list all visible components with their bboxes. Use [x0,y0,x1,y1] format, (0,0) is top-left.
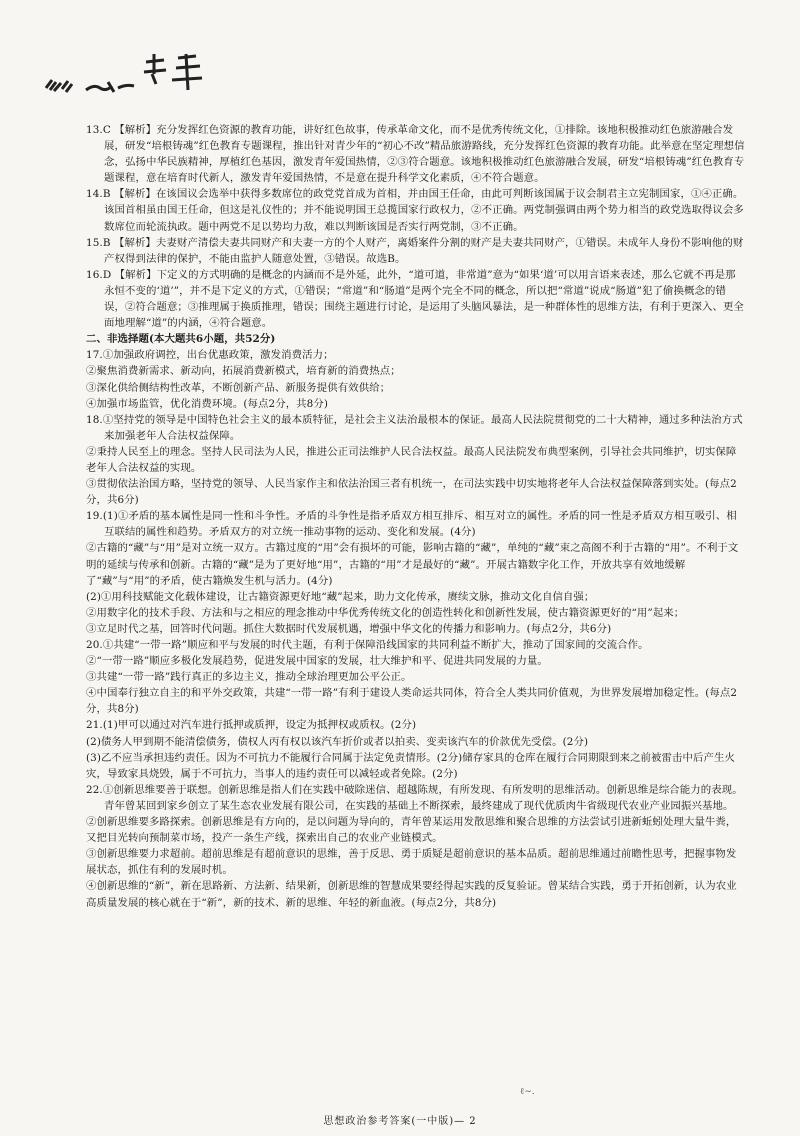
open-answer-2-line-2: (2)①用科技赋能文化载体建设，让古籍资源更好地“藏”起来，助力文化传承，赓续文脉，推动文化自信自强； [86,590,595,603]
mc-answer-3-line-0: 16.D 【解析】下定义的方式明确的是概念的内涵而不是外延，此外，“道可道，非常道”意为“如果‘道’可以用言语来表述，那么它就不再是那永恒不变的‘道’”，并不是下定义的方式，①错误；“常道”和“肠道”是两个完全不同的概念，所以把“常道”说成“肠道”犯了偷换概念的错误，②符合题意；③推理属于换质推理，错误；围绕主题进行讨论，是运用了头脑风暴法，是一种群体性的思维方法，有利于更深入、更全面地理解“道”的内涵，④符合题意。 [86,268,744,330]
open-answer-0-line-1: ②聚焦消费新需求、新动向，拓展消费新模式，培育新的消费热点； [86,365,401,378]
page-footer: 思想政治参考答案(一中版)— 2 [323,1116,477,1127]
open-answer-2-line-1: ②古籍的“藏”与“用”是对立统一双方。古籍过度的“用”会有损坏的可能，影响古籍的“藏”，单纯的“藏”束之高阁不利于古籍的“用”。不利于文明的延续与传承和创新。古籍的“藏”是为了更好地“用”，古籍的“用”才是最好的“藏”。开展古籍数字化工作，开放共享有效地缓解了“藏”与“用”的矛盾，使古籍焕发生机与活力。(4分) [86,542,739,587]
open-answer-2-line-0: 19.(1)①矛盾的基本属性是同一性和斗争性。矛盾的斗争性是指矛盾双方相互排斥、相互对立的属性。矛盾的同一性是矛盾双方相互吸引、相互联结的属性和趋势。矛盾双方的对立统一推动事物的运动、变化和发展。(4分) [86,510,737,539]
open-answer-0-line-0: 17.①加强政府调控，出台优惠政策，激发消费活力； [86,349,334,362]
open-answer-3-line-0: 20.①共建“一带一路”顺应和平与发展的时代主题，有利于保障沿线国家的共同利益不断扩大，推动了国家间的交流合作。 [86,639,649,651]
handwriting-scribble [42,44,212,104]
open-answer-3-line-2: ③共建“一带一路”践行真正的多边主义，推动全球治理更加公平公正。 [86,671,412,684]
open-answer-2-line-3: ②用数字化的技术手段、方法和与之相应的理念推动中华优秀传统文化的创造性转化和创新性发展，使古籍资源更好的“用”起来； [86,606,685,619]
open-answer-5-line-2: ③创新思维要力求超前。超前思维是有超前意识的思维，善于反思、勇于质疑是超前意识的基本品质。超前思维通过前瞻性思考，把握事物发展状态，抓住有利的发展时机。 [86,848,737,877]
open-answer-3-line-1: ②“一带一路”顺应多极化发展趋势，促进发展中国家的发展，壮大维护和平、促进共同发展的力量。 [86,655,548,668]
open-answer-2-line-4: ③立足时代之基，回答时代问题。抓住大数据时代发展机遇，增强中华文化的传播力和影响力。(每点2分，共6分) [86,622,612,635]
open-answer-4-line-2: (3)乙不应当承担违约责任。因为不可抗力不能履行合同属于法定免责情形。(2分)储存家具的仓库在履行合同期限到来之前被雷击中后产生火灾，导致家具烧毁，属于不可抗力，当事人的违约责任可以减轻或者免除。(2分) [86,751,735,780]
open-answer-5-line-3: ④创新思维的“新”，新在思路新、方法新、结果新，创新思维的智慧成果要经得起实践的反复验证。曾某结合实践，勇于开拓创新，认为农业高质量发展的核心就在于“新”，新的技术、新的思维、年轻的新血液。(每点2分，共8分) [86,880,737,909]
answer-content [86,122,746,911]
section-title: 二、非选择题(本大题共6小题，共52分) [86,333,276,346]
mc-answer-0-line-0: 13.C 【解析】充分发挥红色资源的教育功能，讲好红色故事，传承革命文化，而不是优秀传统文化，①排除。该地积极推动红色旅游融合发展，研发“培根铸魂”红色教育专题课程，推出针对青少年的“初心不改”精品旅游路线，充分发挥红色资源的教育功能。此举意在坚定理想信念，弘扬中华民族精神，厚植红色基因，激发青年爱国热情，②③符合题意。该地积极推动红色旅游融合发展，研发“培根铸魂”红色教育专题课程，意在培育时代新人，激发青年爱国热情，不是意在提升科学文化素质，④不符合题意。 [86,124,745,185]
mc-answer-2-line-0: 15.B 【解析】夫妻财产清偿夫妻共同财产和夫妻一方的个人财产，离婚案件分割的财产是夫妻共同财产，①错误。未成年人身份不影响他的财产权得到法律的保护，不能由监护人随意处置，③错误。故选B。 [86,236,744,265]
open-answer-5-line-0: 22.①创新思维要善于联想。创新思维是指人们在实践中破除迷信、超越陈规，有所发现、有所发明的思维活动。创新思维是综合能力的表现。青年曾某回到家乡创立了某生态农业发展有限公司，在实践的基础上不断探索，最终建成了现代优质肉牛省级现代农业产业园振兴基地。 [86,783,743,812]
open-answer-1-line-2: ③贯彻依法治国方略，坚持党的领导、人民当家作主和依法治国三者有机统一，在司法实践中切实地将老年人合法权益保障落到实处。(每点2分，共6分) [86,478,737,507]
open-answer-1-line-0: 18.①坚持党的领导是中国特色社会主义的最本质特征，是社会主义法治最根本的保证。最高人民法院贯彻党的二十大精神，通过多种法治方式来加强老年人合法权益保障。 [86,413,743,442]
open-answer-3-line-3: ④中国奉行独立自主的和平外交政策，共建“一带一路”有利于建设人类命运共同体，符合全人类共同价值观，为世界发展增加稳定性。(每点2分，共8分) [86,687,738,716]
open-answer-4-line-0: 21.(1)甲可以通过对汽车进行抵押或质押，设定为抵押权或质权。(2分) [86,719,417,732]
open-answer-0-line-3: ④加强市场监管，优化消费环境。(每点2分，共8分) [86,397,329,410]
mc-answer-1-line-0: 14.B 【解析】在该国议会选举中获得多数席位的政党党首成为首相，并由国王任命，由此可判断该国属于议会制君主立宪制国家，①④正确。该国首相虽由国王任命，但这是礼仪性的；并不能说明国王总揽国家行政权力，②不正确。两党制强调由两个势力相当的政党选取得议会多数席位而轮流执政。题中两党不足以势均力敌，难以判断该国是否实行两党制，③不正确。 [86,188,744,233]
open-answer-5-line-1: ②创新思维要多路探索。创新思维是有方向的，是以问题为导向的，青年曾某运用发散思维和聚合思维的方法尝试引进新蚯蚓处理大量牛粪，又把目光转向预制菜市场，投产一条生产线，探索出自己的农业产业链模式。 [86,816,737,845]
open-answer-4-line-1: (2)债务人甲到期不能清偿债务，债权人丙有权以该汽车折价或者以拍卖、变卖该汽车的价款优先受偿。(2分) [86,735,589,748]
footnote-mark: ℓ∼. [520,1087,535,1097]
open-answer-1-line-1: ②秉持人民至上的理念。坚持人民司法为人民，推进公正司法维护人民合法权益。最高人民法院发布典型案例，引导社会共同维护，切实保障老年人合法权益的实现。 [86,445,737,474]
open-answer-0-line-2: ③深化供给侧结构性改革，不断创新产品、新服务提供有效供给； [86,381,391,394]
